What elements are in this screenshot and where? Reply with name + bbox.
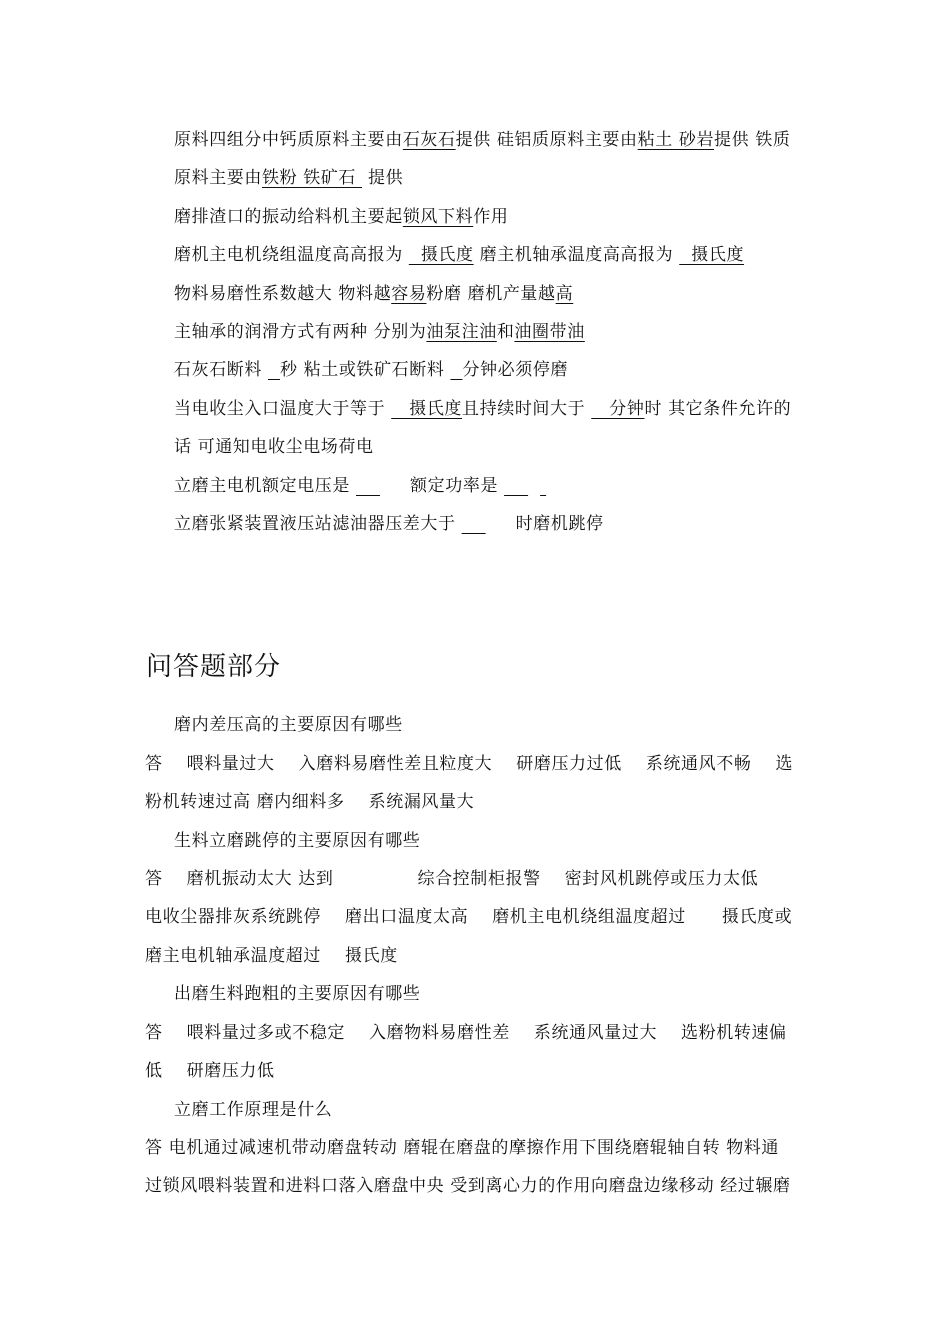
- text: 磨机主电机绕组温度高高报为: [174, 245, 409, 265]
- fill-line-precipitator: [174, 397, 791, 421]
- text: 时 其它条件允许的: [644, 399, 792, 419]
- answer-2-line-1: 答 磨机振动太大 达到 综合控制柜报警 密封风机跳停或压力太低: [145, 869, 759, 889]
- text: 物料易磨性系数越大 物料越: [174, 284, 392, 304]
- answer-3-line-1: 答 喂料量过多或不稳定 入磨物料易磨性差 系统通风量过大 选粉机转速偏: [145, 1023, 787, 1043]
- fill-line-precipitator-cont: 话 可通知电收尘电场荷电: [174, 437, 374, 457]
- blank: [540, 476, 546, 496]
- fill-line-feeder: [174, 205, 508, 229]
- text: 秒 粘土或铁矿石断料: [280, 360, 451, 380]
- fill-line-raw-material-cont: [174, 166, 403, 190]
- fill-line-feed-interruption: [174, 358, 568, 382]
- answer-underlined: 摄氏度: [391, 399, 463, 419]
- text: 原料主要由: [174, 168, 262, 188]
- text: 磨排渣口的振动给料机主要起: [174, 207, 403, 227]
- text: 主轴承的润滑方式有两种 分别为: [174, 322, 427, 342]
- text: 石灰石断料: [174, 360, 269, 380]
- text: 立磨张紧装置液压站滤油器压差大于: [174, 514, 462, 534]
- answer-2-line-2: 电收尘器排灰系统跳停 磨出口温度太高 磨机主电机绕组温度超过 摄氏度或: [145, 907, 793, 927]
- answer-2-line-3: 磨主电机轴承温度超过 摄氏度: [145, 946, 398, 966]
- answer-underlined: 粘土 砂岩: [637, 130, 715, 150]
- text: 时磨机跳停: [485, 514, 604, 534]
- blank: [462, 514, 486, 534]
- section-heading: 问答题部分: [146, 652, 282, 682]
- question-4: 立磨工作原理是什么: [174, 1100, 333, 1120]
- answer-underlined: 油泵注油: [426, 322, 497, 342]
- blank: [504, 476, 528, 496]
- text: 和: [496, 322, 515, 342]
- answer-underlined: 摄氏度: [408, 245, 474, 265]
- fill-line-raw-material: [174, 128, 790, 152]
- answer-underlined: 石灰石: [402, 130, 456, 150]
- text: 提供 铁质: [714, 130, 791, 150]
- answer-underlined: 铁粉 铁矿石: [262, 168, 363, 188]
- blank: [356, 476, 380, 496]
- answer-underlined: 油圈带油: [514, 322, 585, 342]
- fill-line-filter-pressure: [174, 512, 604, 536]
- answer-underlined: 摄氏度: [679, 245, 745, 265]
- text: 提供 硅铝质原料主要由: [455, 130, 638, 150]
- text: 原料四组分中钙质原料主要由: [174, 130, 403, 150]
- text: 当电收尘入口温度大于等于: [174, 399, 392, 419]
- text: 粉磨 磨机产量越: [426, 284, 556, 304]
- text: [528, 476, 540, 496]
- fill-line-rated-voltage: [174, 474, 546, 498]
- answer-underlined: 锁风下料: [402, 207, 474, 227]
- answer-1-line-2: 粉机转速过高 磨内细料多 系统漏风量大: [145, 792, 475, 812]
- answer-underlined: 容易: [391, 284, 427, 304]
- text: 且持续时间大于: [462, 399, 592, 419]
- text: 分钟必须停磨: [462, 360, 569, 380]
- blank: [450, 360, 462, 380]
- text: 提供: [368, 168, 404, 188]
- answer-underlined: 分钟: [591, 399, 645, 419]
- answer-4-line-2: 过锁风喂料装置和进料口落入磨盘中央 受到离心力的作用向磨盘边缘移动 经过辗磨: [145, 1176, 791, 1196]
- text: 作用: [473, 207, 509, 227]
- text: 立磨主电机额定电压是: [174, 476, 357, 496]
- blank: [268, 360, 280, 380]
- text: 额定功率是: [380, 476, 505, 496]
- question-1: 磨内差压高的主要原因有哪些: [174, 715, 403, 735]
- answer-4-line-1: 答 电机通过减速机带动磨盘转动 磨辊在磨盘的摩擦作用下围绕磨辊轴自转 物料通: [145, 1138, 780, 1158]
- answer-underlined: 高: [555, 284, 574, 304]
- fill-line-lubrication: [174, 320, 585, 344]
- fill-line-temperature: [174, 243, 744, 267]
- answer-3-line-2: 低 研磨压力低: [145, 1061, 275, 1081]
- text: 磨主机轴承温度高高报为: [473, 245, 680, 265]
- fill-line-grindability: [174, 282, 573, 306]
- answer-1-line-1: 答 喂料量过大 入磨料易磨性差且粒度大 研磨压力过低 系统通风不畅 选: [145, 754, 794, 774]
- question-2: 生料立磨跳停的主要原因有哪些: [174, 831, 421, 851]
- question-3: 出磨生料跑粗的主要原因有哪些: [174, 984, 421, 1004]
